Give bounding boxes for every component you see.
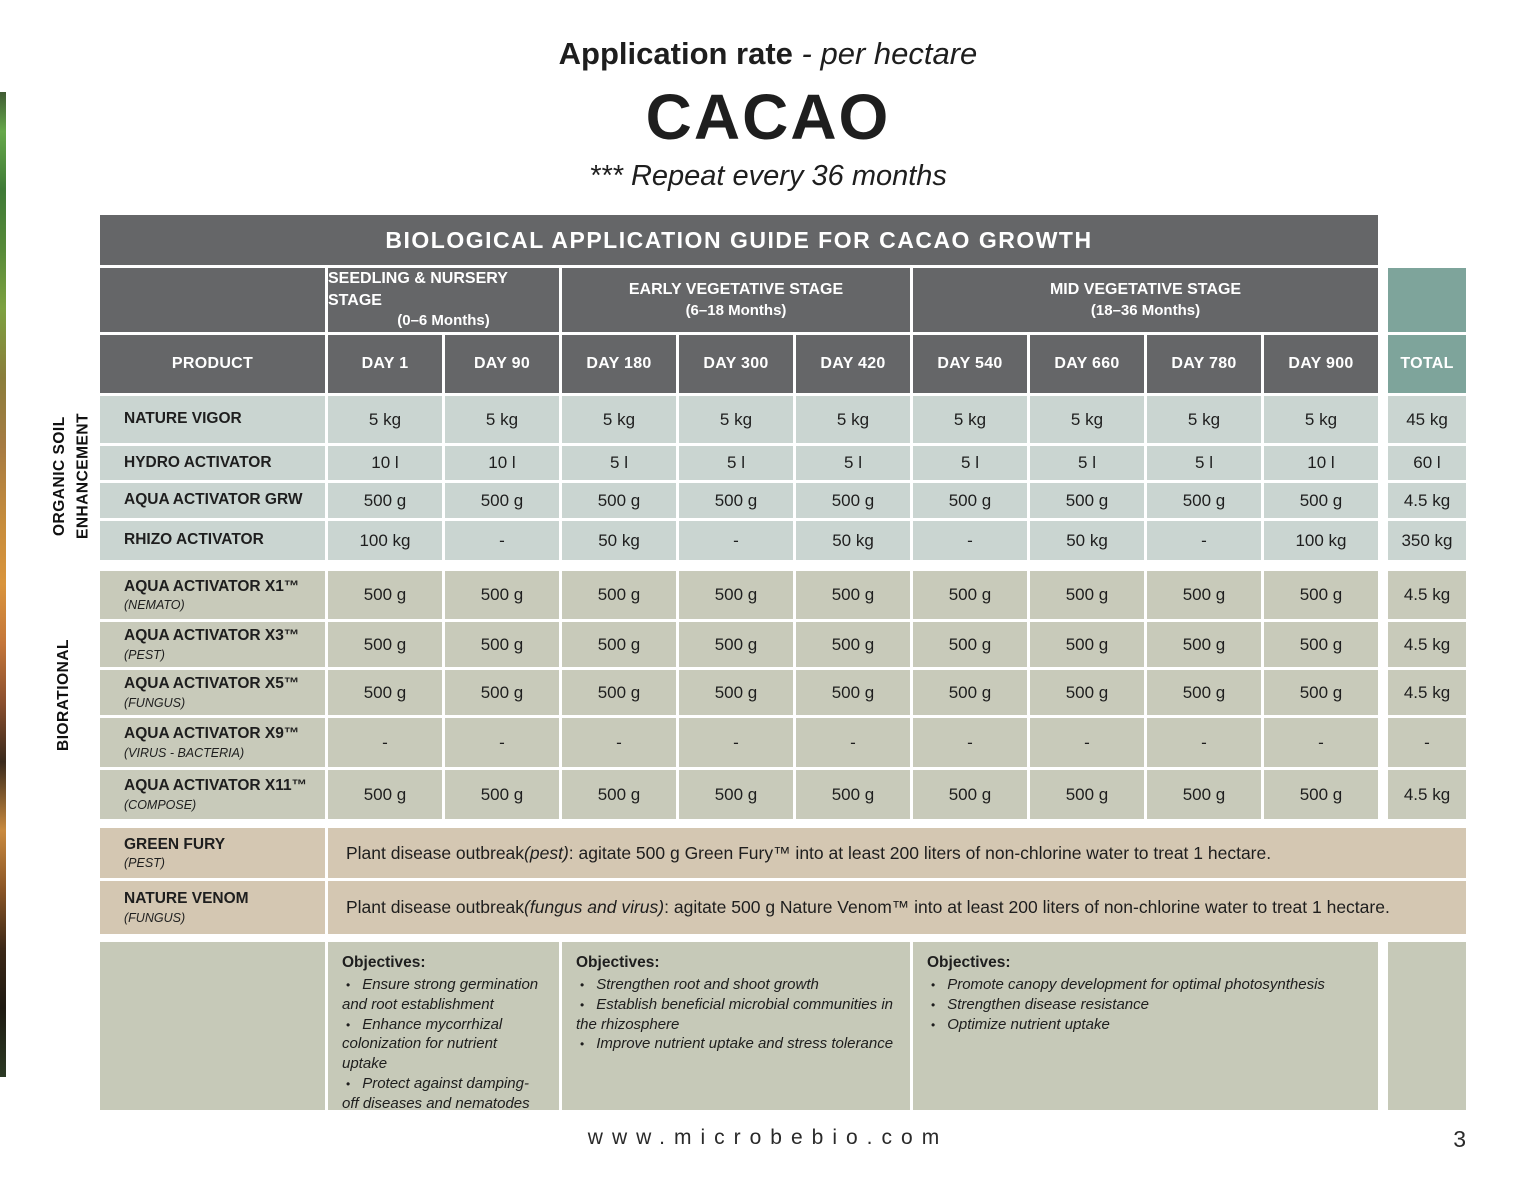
instruction-text: : agitate 500 g Green Fury™ into at least 200 liters of non-chlorine water to treat 1 hectare. [568,842,1272,863]
total-value-cell: 4.5 kg [1388,622,1466,667]
objectives-heading: Objectives: [576,954,660,971]
objective-item [342,975,545,1015]
day-value-cell: 500 g [676,770,793,819]
instruction-text: Plant disease outbreak [346,842,525,863]
day-column-header: DAY 90 [442,335,559,393]
side-label-organic-line1: ORGANIC SOIL [51,416,68,536]
day-value-cell: 100 kg [325,521,442,560]
product-subname: (FUNGUS) [124,695,186,710]
product-column-header: PRODUCT [100,335,325,393]
product-name: AQUA ACTIVATOR GRW [124,491,303,509]
product-name-cell [100,483,325,518]
product-subname: (NEMATO) [124,598,185,613]
side-label-biorational: BIORATIONAL [55,639,72,751]
total-value-cell: - [1388,718,1466,767]
product-name: AQUA ACTIVATOR X11™ [124,777,308,795]
day-value-cell: 500 g [559,571,676,619]
total-value-cell: 350 kg [1388,521,1466,560]
day-value-cell: 5 kg [676,396,793,443]
total-column-header: TOTAL [1388,335,1466,393]
day-value-cell: 500 g [1144,670,1261,715]
stage-cell-2 [559,268,910,332]
instruction-text: Plant disease outbreak [346,897,525,917]
instruction-italic: (fungus and virus) [524,897,665,917]
day-value-cell: - [676,521,793,560]
bullet-icon: • [346,1017,351,1032]
objectives-cell-2 [559,942,910,1110]
objective-text: Promote canopy development for optimal photosynthesis [947,976,1325,993]
day-value-cell: - [1261,718,1378,767]
biorational-product-row [100,622,1466,667]
day-value-cell: 5 kg [442,396,559,443]
stage-label: EARLY VEGETATIVE STAGE [628,281,844,299]
page-title-bold: Application rate [558,36,793,71]
day-value-cell: 500 g [1261,770,1378,819]
day-value-cell: - [1027,718,1144,767]
treatment-name: NATURE VENOM [124,890,249,908]
day-value-cell: 500 g [442,770,559,819]
day-value-cell: 500 g [559,670,676,715]
product-name-cell [100,521,325,560]
day-value-cell: 500 g [325,571,442,619]
day-column-header: DAY 1 [325,335,442,393]
day-value-cell: 500 g [442,622,559,667]
crop-name: CACAO [645,81,891,153]
day-value-cell: 500 g [1027,622,1144,667]
day-value-cell: 500 g [325,770,442,819]
day-value-cell: 500 g [910,571,1027,619]
organic-product-row [100,483,1466,518]
treatment-name-cell [100,881,325,934]
day-column-header: DAY 540 [910,335,1027,393]
organic-product-row [100,521,1466,560]
day-value-cell: 500 g [1144,483,1261,518]
page-header [0,36,1536,193]
product-name: AQUA ACTIVATOR X1™ [124,577,300,595]
day-value-cell: 500 g [559,770,676,819]
day-value-cell: 500 g [442,670,559,715]
day-value-cell: 500 g [1261,670,1378,715]
day-value-cell: 500 g [325,622,442,667]
objective-item [927,995,1149,1015]
biorational-product-row [100,718,1466,767]
day-value-cell: 500 g [1261,571,1378,619]
day-value-cell: 500 g [910,483,1027,518]
repeat-note: *** Repeat every 36 months [589,160,947,192]
guide-banner-row [100,215,1466,265]
day-value-cell: - [559,718,676,767]
bullet-icon: • [580,997,585,1012]
day-value-cell: - [1144,718,1261,767]
treatment-row [100,881,1466,934]
total-value-cell: 4.5 kg [1388,483,1466,518]
day-value-cell: 500 g [910,622,1027,667]
day-value-cell: - [442,521,559,560]
day-value-cell: - [793,718,910,767]
objectives-cell-1 [325,942,559,1110]
objectives-heading: Objectives: [927,954,1011,971]
objective-item [576,995,896,1035]
decorative-photo-strip [0,92,6,1077]
biorational-product-row [100,670,1466,715]
stage-header-row [100,268,1466,332]
total-value-cell: 60 l [1388,446,1466,480]
day-value-cell: 50 kg [1027,521,1144,560]
day-value-cell: 5 kg [1144,396,1261,443]
side-label-organic-line2: ENHANCEMENT [74,412,92,540]
day-column-header: DAY 420 [793,335,910,393]
treatment-row [100,828,1466,878]
footer-website-url: www.microbebio.com [587,1126,949,1149]
application-rate-table [100,215,1466,1113]
day-value-cell: 500 g [793,622,910,667]
product-subname: (PEST) [124,647,165,662]
stage-label: MID VEGETATIVE STAGE [1049,281,1242,299]
day-value-cell: 5 kg [793,396,910,443]
column-header-row [100,335,1466,393]
objective-text: Protect against damping-off diseases and nematodes [342,1074,530,1112]
product-name: NATURE VIGOR [124,410,242,428]
stage-blank-cell [100,268,325,332]
day-value-cell: - [325,718,442,767]
instruction-italic: (pest) [524,842,569,863]
day-value-cell: 5 l [1027,446,1144,480]
product-name-cell [100,670,325,715]
bullet-icon: • [580,978,585,992]
treatment-subname: (FUNGUS) [124,910,186,925]
day-value-cell: 500 g [910,670,1027,715]
objectives-blank-cell [100,942,325,1110]
stage-label: SEEDLING & NURSERY STAGE [328,270,508,309]
day-value-cell: 500 g [442,571,559,619]
day-value-cell: 5 kg [1261,396,1378,443]
day-value-cell: 10 l [1261,446,1378,480]
product-name: HYDRO ACTIVATOR [124,453,272,471]
day-value-cell: 5 l [793,446,910,480]
day-value-cell: 500 g [1261,483,1378,518]
bullet-icon: • [346,978,351,992]
day-value-cell: 500 g [676,571,793,619]
treatment-subname: (PEST) [124,856,165,871]
objective-item [342,1015,545,1074]
product-name: AQUA ACTIVATOR X5™ [124,675,300,693]
treatment-instruction [325,828,1466,878]
product-subname: (COMPOSE) [124,797,197,812]
total-value-cell: 4.5 kg [1388,571,1466,619]
day-value-cell: 500 g [1027,670,1144,715]
day-value-cell: 5 kg [1027,396,1144,443]
product-name-cell [100,718,325,767]
day-value-cell: - [676,718,793,767]
total-value-cell: 4.5 kg [1388,770,1466,819]
day-value-cell: - [1144,521,1261,560]
day-value-cell: 500 g [793,483,910,518]
day-value-cell: 5 l [1144,446,1261,480]
objectives-cell-3 [910,942,1378,1110]
product-name: AQUA ACTIVATOR X3™ [124,627,300,645]
stage-months: (6–18 Months) [685,301,787,319]
product-subname: (VIRUS - BACTERIA) [124,745,245,760]
day-value-cell: 5 kg [325,396,442,443]
day-value-cell: 10 l [442,446,559,480]
objective-text: Establish beneficial microbial communities in the rhizosphere [576,995,893,1033]
objective-item [927,975,1325,995]
day-value-cell: - [442,718,559,767]
day-column-header: DAY 300 [676,335,793,393]
day-value-cell: - [910,521,1027,560]
biorational-product-row [100,571,1466,619]
day-value-cell: 500 g [676,622,793,667]
page-title [0,36,1536,72]
day-value-cell: 500 g [559,622,676,667]
day-value-cell: 500 g [676,670,793,715]
bullet-icon: • [931,978,936,992]
bullet-icon: • [346,1076,351,1091]
bullet-icon: • [931,997,936,1012]
day-column-header: DAY 780 [1144,335,1261,393]
stage-months: (18–36 Months) [1090,301,1201,319]
day-value-cell: 500 g [1027,571,1144,619]
objective-text: Enhance mycorrhizal colonization for nutrient uptake [342,1015,503,1073]
stage-months: (0–6 Months) [397,312,490,330]
page-title-italic: - per hectare [792,36,978,71]
day-column-header: DAY 900 [1261,335,1378,393]
day-value-cell: 500 g [442,483,559,518]
objective-text: Improve nutrient uptake and stress tolerance [596,1035,894,1053]
objective-item [927,1015,1110,1035]
objective-text: Optimize nutrient uptake [947,1015,1110,1033]
side-label-organic-soil-enhancement [48,392,95,560]
product-name-cell [100,571,325,619]
objective-item [342,1074,545,1114]
day-value-cell: 500 g [910,770,1027,819]
day-value-cell: 5 l [676,446,793,480]
organic-product-row [100,396,1466,443]
day-value-cell: 500 g [1261,622,1378,667]
day-value-cell: 50 kg [559,521,676,560]
objectives-row [100,942,1466,1110]
day-value-cell: 5 l [910,446,1027,480]
objectives-heading: Objectives: [342,954,426,971]
day-value-cell: 500 g [559,483,676,518]
product-name-cell [100,622,325,667]
page-number: 3 [1453,1126,1466,1152]
bullet-icon: • [931,1017,936,1032]
product-name-cell [100,446,325,480]
objectives-total-spacer [1388,942,1466,1110]
day-value-cell: 500 g [793,670,910,715]
objective-text: Ensure strong germination and root establishment [342,976,539,1013]
day-value-cell: 100 kg [1261,521,1378,560]
day-column-header: DAY 660 [1027,335,1144,393]
day-value-cell: 10 l [325,446,442,480]
objective-text: Strengthen root and shoot growth [596,976,819,993]
stage-cell-1 [325,268,559,332]
product-name-cell [100,396,325,443]
treatment-name: GREEN FURY [124,835,226,853]
organic-product-row [100,446,1466,480]
day-value-cell: 500 g [1144,770,1261,819]
instruction-text: : agitate 500 g Nature Venom™ into at least 200 liters of non-chlorine water to treat 1 hectare. [664,897,1390,917]
total-value-cell: 4.5 kg [1388,670,1466,715]
total-value-cell: 45 kg [1388,396,1466,443]
day-value-cell: 5 kg [910,396,1027,443]
day-value-cell: 500 g [325,670,442,715]
objective-item [576,1034,893,1054]
stage-total-blank-cell [1388,268,1466,332]
day-value-cell: 500 g [1027,770,1144,819]
day-value-cell: 500 g [793,571,910,619]
day-value-cell: 5 l [559,446,676,480]
day-value-cell: 5 kg [559,396,676,443]
day-value-cell: 500 g [1027,483,1144,518]
day-value-cell: - [910,718,1027,767]
stage-cell-3 [910,268,1378,332]
guide-banner-title: BIOLOGICAL APPLICATION GUIDE FOR CACAO GROWTH [100,215,1378,265]
treatment-instruction [325,881,1466,934]
day-column-header: DAY 180 [559,335,676,393]
biorational-product-row [100,770,1466,819]
day-value-cell: 500 g [793,770,910,819]
product-name-cell [100,770,325,819]
day-value-cell: 500 g [325,483,442,518]
bullet-icon: • [580,1037,585,1052]
day-value-cell: 500 g [1144,571,1261,619]
product-name: AQUA ACTIVATOR X9™ [124,725,300,743]
day-value-cell: 50 kg [793,521,910,560]
product-name: RHIZO ACTIVATOR [124,531,264,549]
day-value-cell: 500 g [676,483,793,518]
objective-item [576,975,819,995]
day-value-cell: 500 g [1144,622,1261,667]
objective-text: Strengthen disease resistance [947,995,1149,1013]
treatment-name-cell [100,828,325,878]
